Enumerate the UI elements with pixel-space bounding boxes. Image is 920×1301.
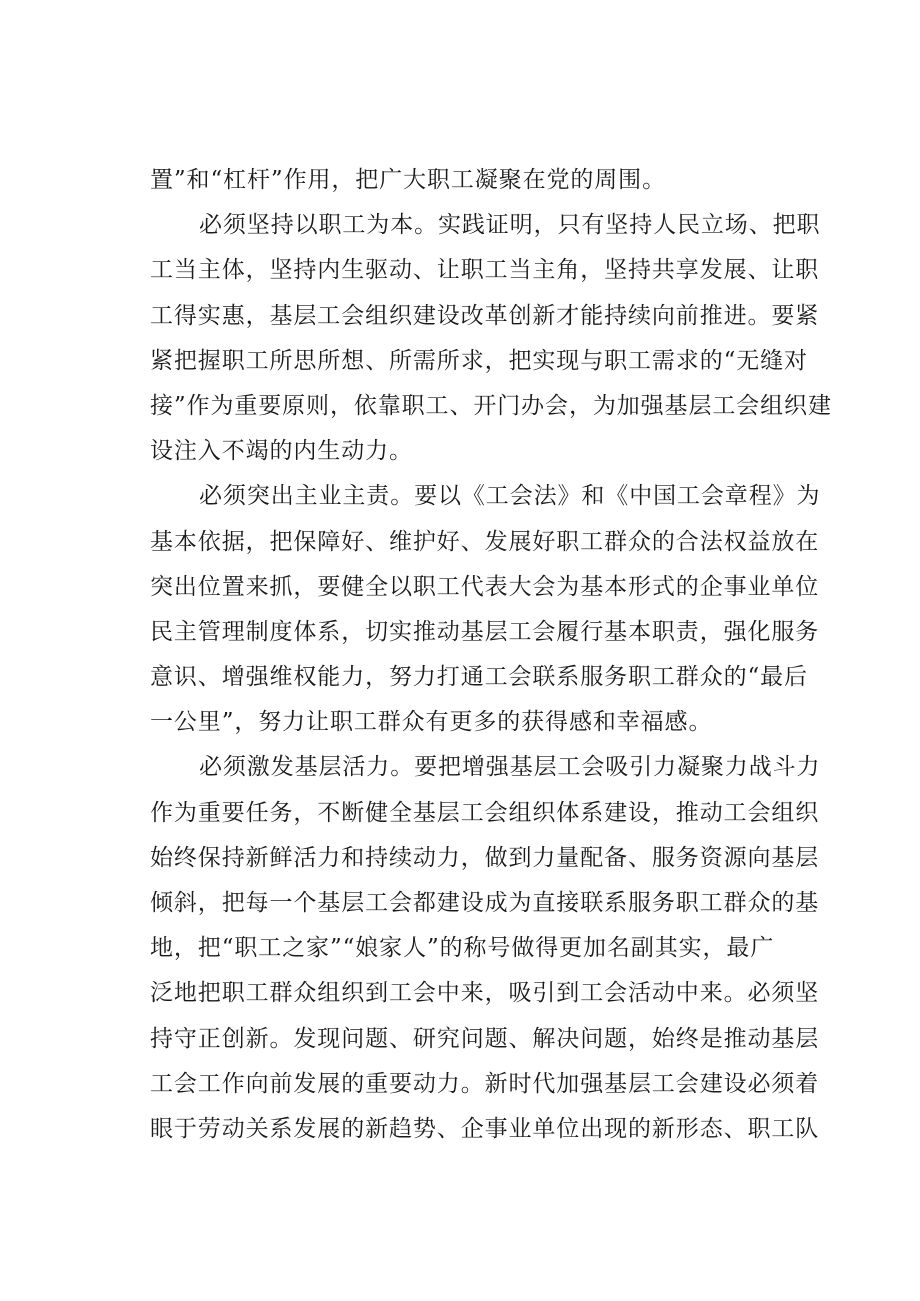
text-line: 设注入不竭的内生动力。 [150, 438, 413, 465]
text-line: 一公里”，努力让职工群众有更多的获得感和幸福感。 [150, 709, 713, 736]
text-line: 必须突出主业主责。要以《工会法》和《中国工会章程》为 [199, 483, 821, 510]
text-line: 紧把握职工所思所想、所需所求，把实现与职工需求的“无缝对 [150, 347, 808, 374]
text-line: 地，把“职工之家”“娘家人”的称号做得更加名副其实，最广 [150, 935, 775, 962]
text-line: 工当主体，坚持内生驱动、让职工当主角，坚持共享发展、让职 [150, 257, 820, 284]
text-line: 泛地把职工群众组织到工会中来，吸引到工会活动中来。必须坚 [150, 980, 820, 1007]
text-line: 倾斜，把每一个基层工会都建设成为直接联系服务职工群众的基 [150, 890, 820, 916]
body-text [150, 158, 832, 1152]
text-line: 突出位置来抓，要健全以职工代表大会为基本形式的企事业单位 [150, 573, 820, 600]
text-line: 接”作为重要原则，依靠职工、开门办会，为加强基层工会组织建 [150, 392, 832, 419]
text-line: 工得实惠，基层工会组织建设改革创新才能持续向前推进。要紧 [150, 302, 820, 329]
text-line: 必须激发基层活力。要把增强基层工会吸引力凝聚力战斗力 [199, 754, 821, 781]
text-line: 基本依据，把保障好、维护好、发展好职工群众的合法权益放在 [150, 528, 820, 555]
text-line: 置”和“杠杆”作用，把广大职工凝聚在党的周围。 [150, 167, 666, 193]
text-line: 持守正创新。发现问题、研究问题、解决问题，始终是推动基层 [150, 1025, 820, 1052]
text-line: 民主管理制度体系，切实推动基层工会履行基本职责，强化服务 [150, 618, 820, 645]
text-line: 始终保持新鲜活力和持续动力，做到力量配备、服务资源向基层 [150, 844, 820, 871]
text-line: 作为重要任务，不断健全基层工会组织体系建设，推动工会组织 [150, 799, 820, 826]
text-line: 必须坚持以职工为本。实践证明，只有坚持人民立场、把职 [199, 212, 821, 239]
text-line: 工会工作向前发展的重要动力。新时代加强基层工会建设必须着 [150, 1070, 820, 1097]
text-line: 眼于劳动关系发展的新趋势、企事业单位出现的新形态、职工队 [150, 1115, 820, 1142]
text-line: 意识、增强维权能力，努力打通工会联系服务职工群众的“最后 [150, 664, 808, 691]
